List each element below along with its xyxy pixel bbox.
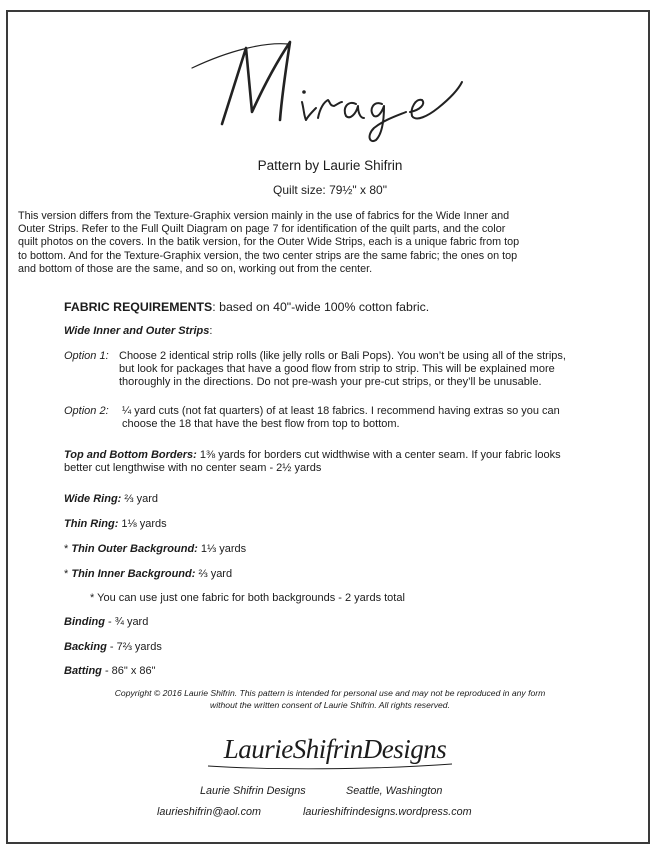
fabric-requirements-heading bbox=[64, 300, 429, 314]
borders-value-line2: better cut lengthwise with no center seam - 2½ yards bbox=[64, 462, 322, 475]
binding-value: - ¾ yard bbox=[104, 616, 149, 628]
footer-location: Seattle, Washington bbox=[346, 785, 443, 797]
footer-email[interactable]: laurieshifrin@aol.com bbox=[157, 806, 261, 818]
copyright-line: without the written consent of Laurie Shifrin. All rights reserved. bbox=[210, 699, 450, 710]
logo-text: LaurieShifrinDesigns bbox=[223, 734, 447, 764]
mirage-script-title-text: Mirage bbox=[170, 28, 173, 29]
footer-website[interactable]: laurieshifrindesigns.wordpress.com bbox=[303, 806, 472, 818]
wide-ring-label: Wide Ring: bbox=[64, 493, 122, 505]
option-1-line: thoroughly in the directions. Do not pre-wash your pre-cut strips, or they’ll be unusable. bbox=[119, 376, 542, 388]
fabric-requirements-rest: : based on 40"-wide 100% cotton fabric. bbox=[212, 300, 430, 314]
wide-strips-colon: : bbox=[209, 325, 213, 337]
thin-ring-value: 1⅛ yards bbox=[118, 518, 167, 530]
copyright-notice bbox=[0, 688, 660, 711]
option-2-label: Option 2: bbox=[64, 405, 109, 417]
borders-value: 1⅜ yards for borders cut widthwise with a center seam. If your fabric looks bbox=[196, 449, 561, 461]
backing-label: Backing bbox=[64, 641, 107, 653]
quilt-size: Quilt size: 79½" x 80" bbox=[273, 183, 387, 197]
intro-line: Outer Strips. Refer to the Full Quilt Diagram on page 7 for identification of the quilt parts, and the color bbox=[18, 223, 506, 236]
thin-inner-value: ⅔ yard bbox=[195, 568, 233, 580]
intro-line: and bottom of those are the same, and so on, working out from the center. bbox=[18, 262, 373, 275]
wide-strips-label: Wide Inner and Outer Strips bbox=[64, 325, 210, 337]
thin-ring-label: Thin Ring: bbox=[64, 518, 119, 530]
borders-requirement bbox=[64, 449, 561, 476]
copyright-line: Copyright © 2016 Laurie Shifrin. This pattern is intended for personal use and may not be reproduced in any form bbox=[114, 688, 546, 698]
batting-requirement bbox=[64, 665, 156, 677]
thin-inner-label: Thin Inner Background: bbox=[71, 568, 196, 580]
batting-label: Batting bbox=[64, 665, 102, 677]
intro-paragraph bbox=[18, 210, 633, 276]
thin-outer-prefix: * bbox=[64, 543, 72, 555]
fabric-requirements-label: FABRIC REQUIREMENTS bbox=[64, 300, 213, 314]
wide-ring-requirement bbox=[64, 493, 158, 505]
option-1-line: but look for packages that have a good flow from strip to strip. This will be explained more bbox=[119, 363, 555, 375]
backing-requirement bbox=[64, 641, 162, 653]
wide-ring-value: ⅔ yard bbox=[121, 493, 159, 505]
batting-value: - 86" x 86" bbox=[101, 665, 156, 677]
borders-label: Top and Bottom Borders: bbox=[64, 449, 197, 461]
wide-strips-heading bbox=[64, 325, 212, 337]
thin-outer-label: Thin Outer Background: bbox=[71, 543, 198, 555]
thin-outer-requirement bbox=[64, 543, 246, 555]
mirage-script-title bbox=[170, 28, 480, 148]
thin-ring-requirement bbox=[64, 518, 167, 530]
option-2-line: ¼ yard cuts (not fat quarters) of at least 18 fabrics. I recommend having extras so you can bbox=[122, 405, 560, 417]
option-1-label: Option 1: bbox=[64, 350, 109, 362]
thin-inner-requirement bbox=[64, 568, 232, 580]
laurie-shifrin-designs-logo bbox=[190, 728, 480, 776]
footer-company: Laurie Shifrin Designs bbox=[200, 785, 306, 797]
thin-outer-value: 1⅓ yards bbox=[197, 543, 247, 555]
binding-label: Binding bbox=[64, 616, 105, 628]
intro-line: This version differs from the Texture-Graphix version mainly in the use of fabrics for the Wide Inner and bbox=[18, 210, 510, 222]
binding-requirement bbox=[64, 616, 148, 628]
intro-line: to bottom. And for the Texture-Graphix version, the two center strips are the same fabric; the ones on top bbox=[18, 249, 518, 262]
backgrounds-note: * You can use just one fabric for both backgrounds - 2 yards total bbox=[90, 592, 405, 604]
pattern-byline: Pattern by Laurie Shifrin bbox=[257, 158, 403, 173]
option-2-line: choose the 18 that have the best flow from top to bottom. bbox=[122, 418, 400, 430]
backing-value: - 7⅔ yards bbox=[106, 641, 162, 653]
intro-line: quilt photos on the covers. In the batik version, for the Outer Wide Strips, each is a unique fabric from top bbox=[18, 236, 520, 249]
option-1-line: Choose 2 identical strip rolls (like jelly rolls or Bali Pops). You won’t be using all of the strips, bbox=[119, 350, 566, 362]
thin-inner-prefix: * bbox=[64, 568, 72, 580]
